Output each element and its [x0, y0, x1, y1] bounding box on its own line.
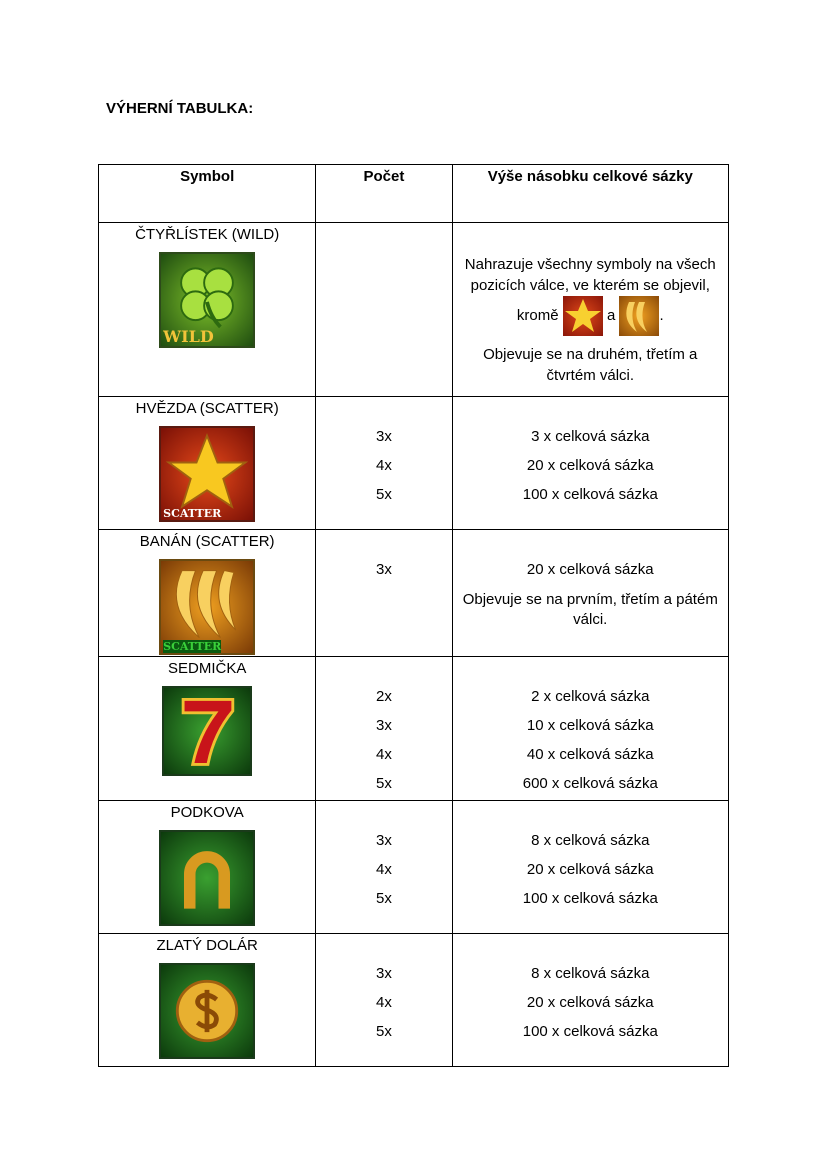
- table-row: [99, 657, 729, 801]
- banana-reels-note: Objevuje se na prvním, třetím a pátém válci.: [462, 591, 718, 628]
- and-word: a: [606, 306, 616, 324]
- paytable: [98, 164, 729, 1067]
- symbol-name: SEDMIČKA: [167, 660, 247, 677]
- payout: 3 x celková sázka: [531, 428, 650, 445]
- payout: 100 x celková sázka: [522, 486, 658, 503]
- header-symbol: Symbol: [99, 165, 316, 223]
- payout: 10 x celková sázka: [526, 717, 654, 734]
- wild-description: Nahrazuje všechny symboly na všech pozicích válce, ve kterém se objevil, kromě: [464, 256, 716, 324]
- payout: 100 x celková sázka: [522, 1023, 658, 1040]
- clover-wild-icon: [159, 252, 255, 348]
- payout: 100 x celková sázka: [522, 890, 658, 907]
- count: 3x: [376, 832, 392, 849]
- count: 4x: [376, 861, 392, 878]
- table-row: [99, 530, 729, 657]
- count: 2x: [376, 688, 392, 705]
- scatter-label: SCATTER: [163, 507, 222, 520]
- banana-scatter-mini-icon: [619, 296, 659, 336]
- symbol-name: HVĚZDA (SCATTER): [135, 400, 279, 417]
- symbol-name: ZLATÝ DOLÁR: [156, 937, 258, 954]
- count: 5x: [376, 775, 392, 792]
- wild-reels-note: Objevuje se na druhém, třetím a čtvrtém válci.: [483, 346, 698, 384]
- symbol-name: ČTYŘLÍSTEK (WILD): [135, 226, 280, 243]
- count: 4x: [376, 994, 392, 1011]
- count: 3x: [376, 717, 392, 734]
- count: 4x: [376, 746, 392, 763]
- header-multiplier: Výše násobku celkové sázky: [452, 165, 728, 223]
- star-scatter-icon: [159, 426, 255, 522]
- table-row: [99, 801, 729, 934]
- gold-dollar-coin-icon: [159, 963, 255, 1059]
- payout: 20 x celková sázka: [526, 861, 654, 878]
- payout: 20 x celková sázka: [526, 457, 654, 474]
- table-header-row: [99, 165, 729, 223]
- scatter-label: SCATTER: [163, 640, 222, 653]
- count: 3x: [376, 561, 392, 578]
- period: .: [659, 306, 664, 324]
- table-row: [99, 397, 729, 530]
- seven-icon: [162, 686, 252, 776]
- wild-label: WILD: [163, 327, 214, 346]
- count: 4x: [376, 457, 392, 474]
- header-count: Počet: [316, 165, 452, 223]
- count: 3x: [376, 428, 392, 445]
- table-row: [99, 934, 729, 1067]
- table-row: [99, 223, 729, 397]
- page-title: VÝHERNÍ TABULKA:: [106, 100, 254, 117]
- symbol-name: BANÁN (SCATTER): [139, 533, 275, 550]
- payout: 20 x celková sázka: [526, 994, 654, 1011]
- count: 5x: [376, 486, 392, 503]
- payout: 600 x celková sázka: [522, 775, 658, 792]
- payout: 20 x celková sázka: [526, 561, 654, 578]
- payout: 8 x celková sázka: [531, 965, 650, 982]
- count: 5x: [376, 1023, 392, 1040]
- count: 3x: [376, 965, 392, 982]
- star-scatter-mini-icon: [563, 296, 603, 336]
- horseshoe-icon: [159, 830, 255, 926]
- count: 5x: [376, 890, 392, 907]
- payout: 8 x celková sázka: [531, 832, 650, 849]
- symbol-name: PODKOVA: [170, 804, 244, 821]
- banana-scatter-icon: [159, 559, 255, 655]
- payout: 2 x celková sázka: [531, 688, 650, 705]
- payout: 40 x celková sázka: [526, 746, 654, 763]
